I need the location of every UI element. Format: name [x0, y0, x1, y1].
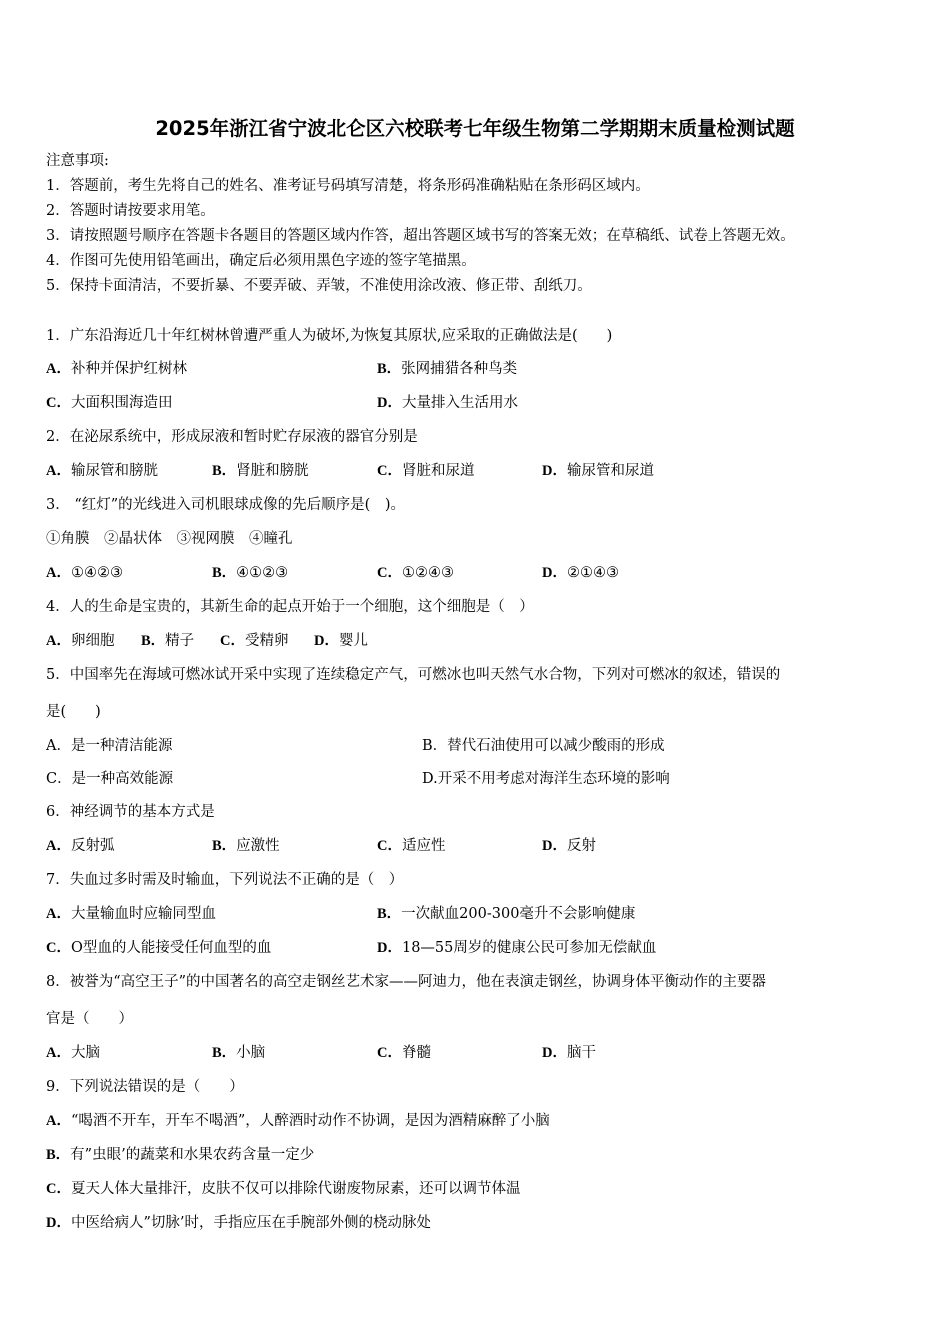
q5-option-d: D.开采不用考虑对海洋生态环境的影响: [422, 771, 670, 787]
notice-item: 5．保持卡面清洁，不要折暴、不要弄破、弄皱，不准使用涂改液、修正带、刮纸刀。: [46, 278, 592, 294]
q2-option-c: C．肾脏和尿道: [377, 463, 475, 479]
q2-option-d: D．输尿管和尿道: [542, 463, 654, 479]
page-title: 2025年浙江省宁波北仑区六校联考七年级生物第二学期期末质量检测试题: [155, 117, 795, 140]
question-3-parts: ①角膜 ②晶状体 ③视网膜 ④瞳孔: [46, 531, 293, 547]
notice-item: 4．作图可先使用铅笔画出，确定后必须用黑色字迹的签字笔描黑。: [46, 253, 476, 269]
q9-option-b: B．有”虫眼’的蔬菜和水果农药含量一定少: [46, 1147, 315, 1163]
q1-option-c: C．大面积围海造田: [46, 395, 173, 411]
q5-option-c: C．是一种高效能源: [46, 771, 174, 787]
notice-heading: 注意事项:: [46, 153, 109, 169]
question-1-stem: 1．广东沿海近几十年红树林曾遭严重人为破坏,为恢复其原状,应采取的正确做法是( ): [46, 328, 613, 344]
q3-option-a: A．①④②③: [46, 565, 123, 581]
q8-option-a: A．大脑: [46, 1045, 100, 1061]
q3-option-d: D．②①④③: [542, 565, 619, 581]
question-2-stem: 2．在泌尿系统中，形成尿液和暂时贮存尿液的器官分别是: [46, 429, 418, 445]
q8-option-b: B．小脑: [212, 1045, 266, 1061]
question-5-stem-cont: 是( ): [46, 704, 101, 720]
q6-option-b: B．应激性: [212, 838, 280, 854]
q6-option-d: D．反射: [542, 838, 596, 854]
q2-option-a: A．输尿管和膀胱: [46, 463, 158, 479]
question-3-stem: 3． “红灯”的光线进入司机眼球成像的先后顺序是( )。: [46, 497, 405, 513]
q7-option-b: B．一次献血200-300毫升不会影响健康: [377, 906, 636, 922]
q1-option-b: B．张网捕猎各种鸟类: [377, 361, 518, 377]
question-8-stem: 8．被誉为“高空王子”的中国著名的高空走钢丝艺术家——阿迪力，他在表演走钢丝，协调身体平衡动作的主要器: [46, 974, 767, 990]
q1-option-d: D．大量排入生活用水: [377, 395, 518, 411]
q8-option-c: C．脊髓: [377, 1045, 431, 1061]
q4-option-a: A．卵细胞: [46, 633, 115, 649]
notice-item: 1．答题前，考生先将自己的姓名、准考证号码填写清楚，将条形码准确粘贴在条形码区域内。: [46, 178, 650, 194]
q4-option-c: C．受精卵: [220, 633, 289, 649]
notice-item: 2．答题时请按要求用笔。: [46, 203, 215, 219]
q7-option-a: A．大量输血时应输同型血: [46, 906, 216, 922]
q7-option-d: D．18—55周岁的健康公民可参加无偿献血: [377, 940, 657, 956]
q3-option-b: B．④①②③: [212, 565, 289, 581]
question-9-stem: 9．下列说法错误的是（ ）: [46, 1079, 244, 1095]
q6-option-c: C．适应性: [377, 838, 446, 854]
q7-option-c: C．O型血的人能接受任何血型的血: [46, 940, 272, 956]
q8-option-d: D．脑干: [542, 1045, 596, 1061]
q9-option-a: A．“喝酒不开车，开车不喝酒”，人醉酒时动作不协调，是因为酒精麻醉了小脑: [46, 1113, 550, 1129]
question-5-stem: 5．中国率先在海域可燃冰试开采中实现了连续稳定产气，可燃冰也叫天然气水合物，下列对可燃冰的叙述，错误的: [46, 667, 781, 683]
question-4-stem: 4．人的生命是宝贵的，其新生命的起点开始于一个细胞，这个细胞是（ ）: [46, 599, 534, 615]
q9-option-c: C．夏天人体大量排汗，皮肤不仅可以排除代谢废物尿素，还可以调节体温: [46, 1181, 521, 1197]
q1-option-a: A．补种并保护红树林: [46, 361, 187, 377]
q5-option-a: A．是一种清洁能源: [46, 738, 173, 754]
question-7-stem: 7．失血过多时需及时输血，下列说法不正确的是（ ）: [46, 872, 404, 888]
q2-option-b: B．肾脏和膀胱: [212, 463, 309, 479]
q4-option-b: B．精子: [141, 633, 195, 649]
q5-option-b: B．替代石油使用可以减少酸雨的形成: [422, 738, 665, 754]
notice-item: 3．请按照题号顺序在答题卡各题目的答题区域内作答，超出答题区域书写的答案无效；在草稿纸、试卷上答题无效。: [46, 228, 795, 244]
question-8-stem-cont: 官是（ ）: [46, 1011, 133, 1027]
q6-option-a: A．反射弧: [46, 838, 115, 854]
q9-option-d: D．中医给病人”切脉’时，手指应压在手腕部外侧的桡动脉处: [46, 1215, 432, 1231]
q4-option-d: D．婴儿: [314, 633, 368, 649]
question-6-stem: 6．神经调节的基本方式是: [46, 804, 215, 820]
q3-option-c: C．①②④③: [377, 565, 454, 581]
